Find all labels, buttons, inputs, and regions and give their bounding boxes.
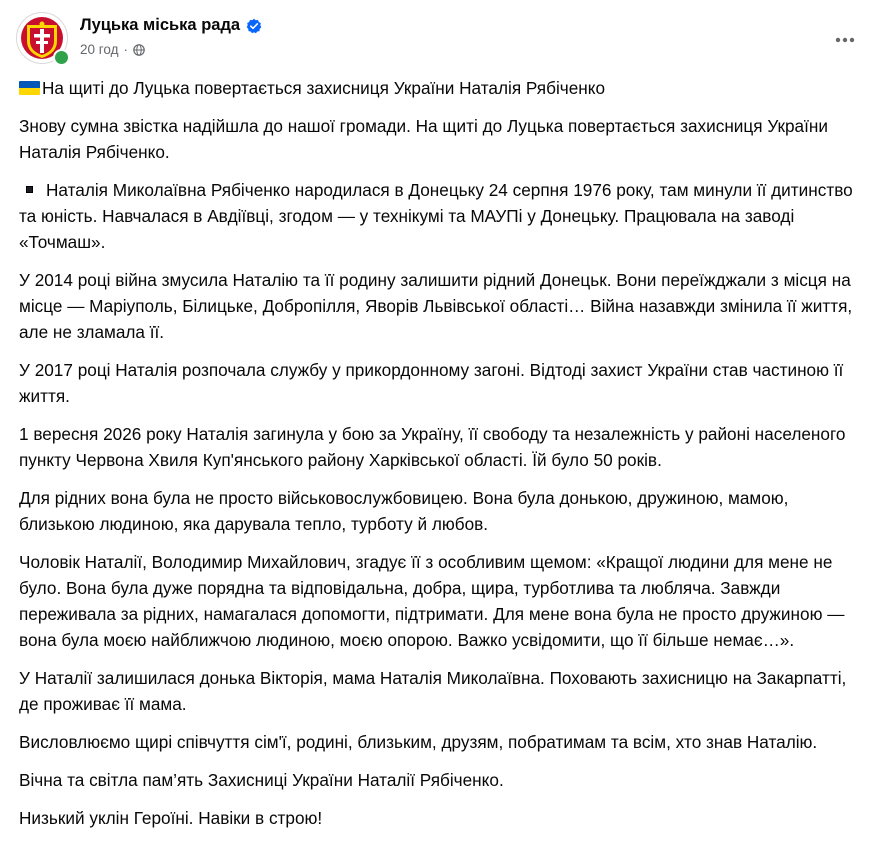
- post-meta: [80, 42, 145, 57]
- post-paragraph: Для рідних вона була не просто військовослужбовицею. Вона була донькою, дружиною, мамою, близькою людиною, яка дарувала тепло, турботу й любов.: [19, 488, 789, 534]
- post-paragraph-text: Наталія Миколаївна Рябіченко народилася в Донецьку 24 серпня 1976 року, там минули її дитинство та юність. Навчалася в Авдіївці, згодом — у технікумі та МАУПі у Донецьку. Працювала на заводі «Точмаш».: [19, 180, 853, 252]
- page-avatar[interactable]: [16, 12, 68, 64]
- post-body: [19, 75, 859, 843]
- post-headline: На щиті до Луцька повертається захисниця України Наталія Рябіченко: [42, 78, 606, 98]
- post-paragraph: Вічна та світла пам’ять Захисниці України Наталії Рябіченко.: [19, 770, 504, 790]
- more-options-button[interactable]: [827, 22, 863, 58]
- post-paragraph-bulleted: [19, 177, 859, 255]
- online-status-dot: [53, 49, 70, 66]
- page-name-link[interactable]: Луцька міська рада: [80, 16, 241, 34]
- post-paragraph: Знову сумна звістка надійшла до нашої громади. На щиті до Луцька повертається захисниця України Наталія Рябіченко.: [19, 116, 828, 162]
- post-headline-paragraph: [19, 75, 859, 101]
- post-paragraph: Висловлюємо щирі співчуття сім'ї, родині, близьким, друзям, побратимам та всім, хто знав Наталію.: [19, 732, 818, 752]
- page-name-row: [80, 16, 262, 35]
- ukraine-flag-icon: [19, 81, 40, 95]
- post-paragraph: 1 вересня 2026 року Наталія загинула у бою за Україну, її свободу та незалежність у районі населеного пункту Червона Хвиля Куп'янського району Харківської області. Їй було 50 років.: [19, 424, 846, 470]
- post-header: [16, 12, 863, 64]
- post-timestamp[interactable]: 20 год: [80, 42, 119, 57]
- verified-badge-icon: [246, 18, 262, 34]
- more-options-icon: [835, 37, 855, 43]
- meta-separator: ·: [123, 42, 128, 57]
- black-square-bullet-icon: [26, 186, 33, 193]
- post-paragraph: У Наталії залишилася донька Вікторія, мама Наталія Миколаївна. Поховають захисницю на Закарпатті, де проживає її мама.: [19, 668, 847, 714]
- globe-icon[interactable]: [133, 44, 145, 56]
- post-paragraph: Чоловік Наталії, Володимир Михайлович, згадує її з особливим щемом: «Кращої людини для мене не було. Вона була дуже порядна та відповідальна, добра, щира, турботлива та любляча. Завжди переживала за рідних, намагалася допомогти, підтримати. Для мене вона була не просто дружиною — вона була моєю найближчою людиною, моєю опорою. Важко усвідомити, що її більше немає…».: [19, 552, 845, 650]
- post-paragraph: У 2014 році війна змусила Наталію та її родину залишити рідний Донецьк. Вони переїжджали з місця на місце — Маріуполь, Білицьке, Добропілля, Яворів Львівської області… Війна назавжди змінила її життя, але не зламала її.: [19, 270, 853, 342]
- post-paragraph: Низький уклін Героїні. Навіки в строю!: [19, 808, 323, 828]
- post-paragraph: У 2017 році Наталія розпочала службу у прикордонному загоні. Відтоді захист України став частиною її життя.: [19, 360, 844, 406]
